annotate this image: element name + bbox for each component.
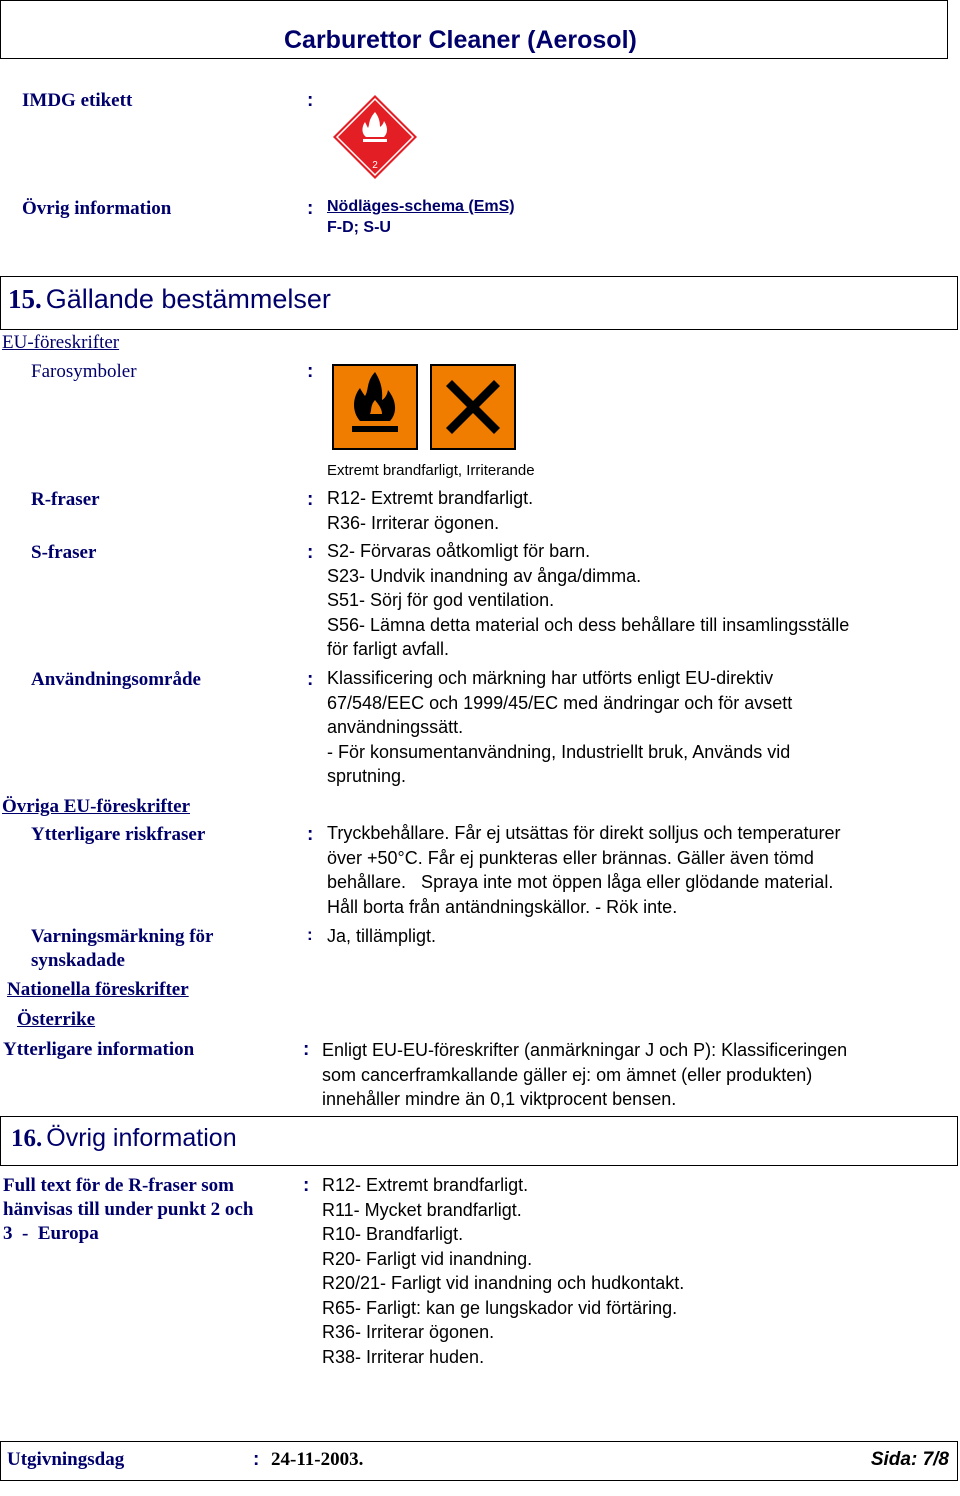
ems-text xyxy=(327,196,515,238)
section-16-title: Övrig information xyxy=(46,1124,237,1152)
footer-label: Utgivningsdag xyxy=(7,1449,125,1470)
footer-date: 24-11-2003. xyxy=(271,1449,364,1470)
ytterligare-label: Ytterligare information xyxy=(3,1039,195,1060)
anvandning-line: - För konsumentanvändning, Industriellt bruk, Används vid xyxy=(327,741,791,762)
fulltext-values xyxy=(322,1173,684,1369)
varning-label xyxy=(31,925,213,973)
fulltext-label-line: 3 - Europa xyxy=(3,1223,99,1244)
riskfraser-label: Ytterligare riskfraser xyxy=(31,824,206,845)
anvandning-line: Klassificering och märkning har utförts enligt EU-direktiv xyxy=(327,668,774,688)
fulltext-colon: : xyxy=(303,1175,310,1196)
ovriga-eu-heading: Övriga EU-föreskrifter xyxy=(2,796,191,817)
riskfraser-line: behållare. Spraya inte mot öppen låga eller glödande material. xyxy=(327,872,834,892)
flame-icon xyxy=(332,364,418,450)
fulltext-line: R38- Irriterar huden. xyxy=(322,1346,485,1367)
rfraser-label: R-fraser xyxy=(31,489,100,510)
fulltext-label-line: hänvisas till under punkt 2 och xyxy=(3,1199,254,1220)
ytterligare-line: innehåller mindre än 0,1 viktprocent bensen. xyxy=(322,1089,677,1109)
imdg-class2-diamond xyxy=(332,94,418,180)
anvandning-line: användningssätt. xyxy=(327,717,464,737)
section-15-box xyxy=(0,276,958,330)
anvandning-line: 67/548/EEC och 1999/45/EC med ändringar och för avsett xyxy=(327,692,793,713)
osterrike-heading: Österrike xyxy=(17,1009,96,1030)
eu-heading: EU-föreskrifter xyxy=(2,332,120,353)
sfraser-label: S-fraser xyxy=(31,542,97,563)
sfraser-line: S2- Förvaras oåtkomligt för barn. xyxy=(327,541,591,561)
farosymboler-label: Farosymboler xyxy=(31,361,137,382)
irritant-symbol xyxy=(430,364,516,450)
ytterligare-line: Enligt EU-EU-föreskrifter (anmärkningar J och P): Klassificeringen xyxy=(322,1040,848,1060)
farosymboler-colon: : xyxy=(307,361,314,382)
section-15-number: 15. xyxy=(8,284,42,314)
section-15-title: Gällande bestämmelser xyxy=(45,284,331,314)
rfraser-colon: : xyxy=(307,489,314,510)
anvandning-values xyxy=(327,666,792,789)
footer-colon: : xyxy=(253,1449,260,1470)
footer-box xyxy=(0,1441,958,1481)
fulltext-label xyxy=(3,1174,253,1246)
ytterligare-values xyxy=(322,1038,847,1112)
sfraser-line: S51- Sörj för god ventilation. xyxy=(327,590,555,610)
section-15-heading xyxy=(8,284,331,315)
varning-label-line: Varningsmärkning för xyxy=(31,926,214,947)
ovrig-info-label: Övrig information xyxy=(22,198,172,219)
riskfraser-line: över +50°C. Får ej punkteras eller brännas. Gäller även tömd xyxy=(327,847,814,868)
fulltext-line: R12- Extremt brandfarligt. xyxy=(322,1175,529,1195)
flame-diamond-icon xyxy=(332,94,418,180)
ytterligare-colon: : xyxy=(303,1039,310,1060)
ems-line-1: Nödläges-schema (EmS) xyxy=(327,198,515,215)
ytterligare-line: som cancerframkallande gäller ej: om ämnet (eller produkten) xyxy=(322,1064,813,1085)
fulltext-label-line: Full text för de R-fraser som xyxy=(3,1175,234,1196)
document-title: Carburettor Cleaner (Aerosol) xyxy=(284,26,637,54)
fulltext-line: R20/21- Farligt vid inandning och hudkontakt. xyxy=(322,1273,685,1293)
sfraser-values xyxy=(327,539,849,662)
sfraser-colon: : xyxy=(307,542,314,563)
cross-icon xyxy=(430,364,516,450)
footer-page: Sida: 7/8 xyxy=(870,1449,949,1470)
sfraser-line: S56- Lämna detta material och dess behållare till insamlingsställe xyxy=(327,614,850,635)
fulltext-line: R20- Farligt vid inandning. xyxy=(322,1248,533,1269)
header-box xyxy=(0,0,948,59)
fulltext-line: R11- Mycket brandfarligt. xyxy=(322,1199,522,1220)
symbol-caption: Extremt brandfarligt, Irriterande xyxy=(327,462,535,479)
fulltext-line: R10- Brandfarligt. xyxy=(322,1224,464,1244)
varning-value: Ja, tillämpligt. xyxy=(327,926,437,946)
riskfraser-line: Håll borta från antändningskällor. - Rök inte. xyxy=(327,896,678,917)
riskfraser-colon: : xyxy=(307,824,314,845)
rfraser-line: R36- Irriterar ögonen. xyxy=(327,512,500,533)
flammable-symbol xyxy=(332,364,418,450)
riskfraser-line: Tryckbehållare. Får ej utsättas för direkt solljus och temperaturer xyxy=(327,823,841,843)
rfraser-line: R12- Extremt brandfarligt. xyxy=(327,488,534,508)
nationella-heading: Nationella föreskrifter xyxy=(7,979,189,1000)
sfraser-line: S23- Undvik inandning av ånga/dimma. xyxy=(327,565,642,586)
anvandning-label: Användningsområde xyxy=(31,669,201,690)
imdg-label: IMDG etikett xyxy=(22,90,133,111)
ovrig-info-colon: : xyxy=(307,198,314,219)
anvandning-line: sprutning. xyxy=(327,766,407,786)
varning-label-line: synskadade xyxy=(31,950,125,971)
ems-line-2: F-D; S-U xyxy=(327,219,391,236)
section-16-number: 16. xyxy=(11,1125,43,1152)
section-16-box xyxy=(0,1116,958,1166)
diamond-class-number: 2 xyxy=(372,160,378,171)
imdg-colon: : xyxy=(307,90,314,111)
section-16-heading xyxy=(11,1124,237,1153)
rfraser-values xyxy=(327,486,533,535)
varning-colon: : xyxy=(307,925,313,944)
anvandning-colon: : xyxy=(307,669,314,690)
fulltext-line: R36- Irriterar ögonen. xyxy=(322,1322,495,1342)
sfraser-line: för farligt avfall. xyxy=(327,639,450,659)
fulltext-line: R65- Farligt: kan ge lungskador vid förtäring. xyxy=(322,1297,678,1318)
riskfraser-values xyxy=(327,821,841,919)
